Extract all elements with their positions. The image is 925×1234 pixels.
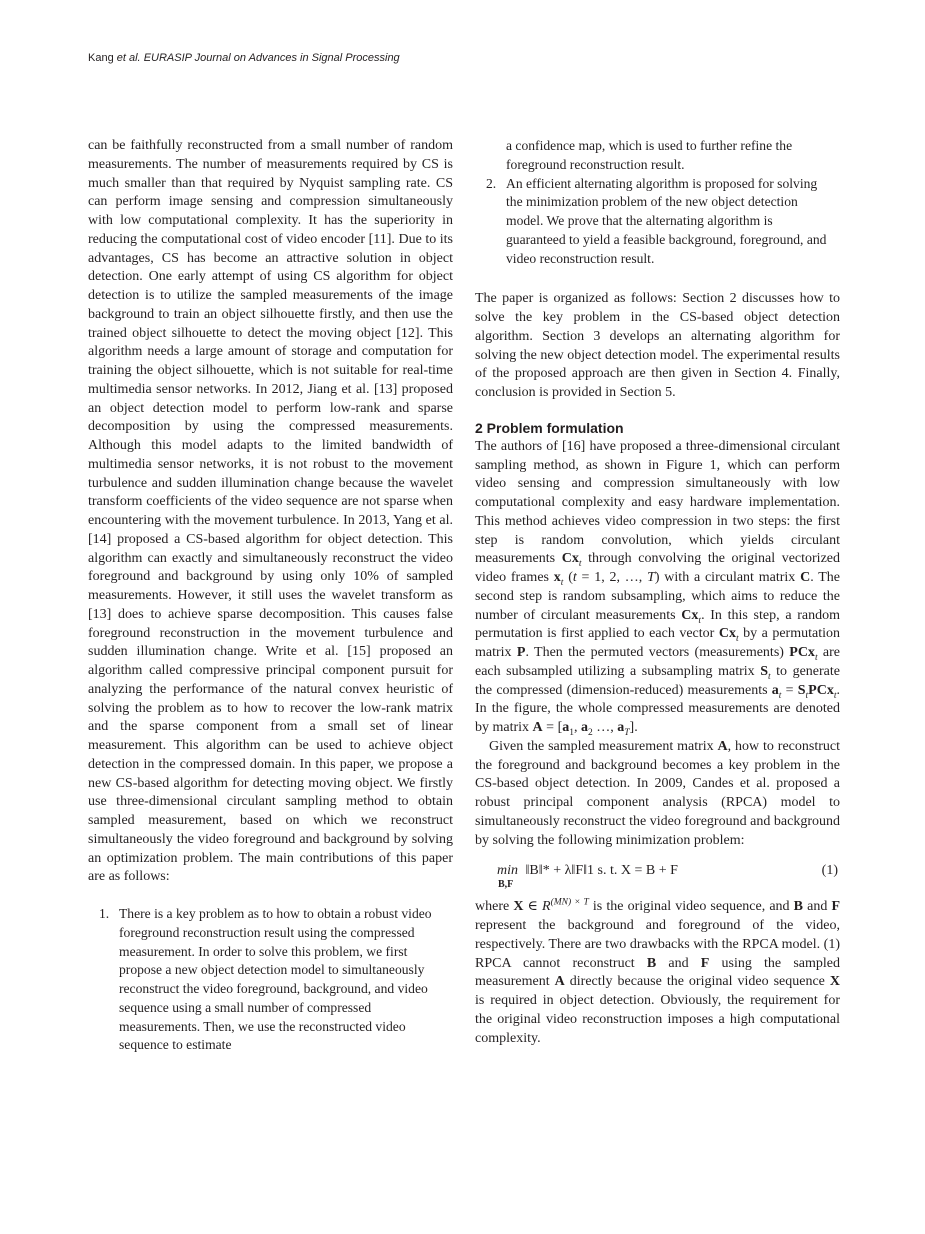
header-journal: EURASIP Journal on Advances in Signal Processing [143,52,400,64]
header-etal: et al. [116,52,141,64]
list-item-text: a confidence map, which is used to further refine the foreground reconstruction result. [506,138,793,172]
formulation-paragraph-1: The authors of [16] have proposed a three-dimensional circulant sampling method, as shown in Figure 1, which can perform video sensing and compression simultaneously with low computational complexity and easy hardware implementation. This method achieves video compression in two steps: the first step is random convolution, which yields circulant measurements $Cx_t$ through convolving the original vectorized video frames $x_t$ (t = 1, 2, …, T) with a circulant matrix C. The second step is random subsampling, which aims to reduce the number of circulant measurements $Cx_t$. In this step, a random permutation is first applied to each vector $Cx_t$ by a permutation matrix P. Then the permuted vectors (measurements) PCx$_t$ are each subsampled utilizing a subsampling matrix $S_t$ to generate the compressed (dimension-reduced) measurements $a_t = S_tPCx_t$. In the figure, the whole compressed measurements are denoted by matrix $A = [a_1$, $a_2$ …, $a_T$]. [475,438,840,738]
list-item [88,905,453,1055]
list-item [475,175,840,269]
formulation-paragraph-2: Given the sampled measurement matrix A, how to reconstruct the foreground and background becomes a key problem in the CS-based object detection. In 2009, Candes et al. proposed a robust principal component analysis (RPCA) model to simultaneously reconstruct the video foreground and background by solving the following minimization problem: [475,738,840,848]
left-column [88,137,453,1055]
list-item-text: There is a key problem as to how to obtain a robust video foreground reconstruction result using the compressed measurement. In order to solve this problem, we first propose a new object detection model to simultaneously reconstruct the video foreground, background, and video sequence using a small number of compressed measurements. Then, we use the reconstructed video sequence to estimate [119,906,432,1053]
intro-paragraph: can be faithfully reconstructed from a small number of random measurements. The number of measurements required by CS is much smaller than that required by Nyquist sampling rate. CS can perform image sensing and compression simultaneously with low computational complexity. It has the superiority in reducing the computational cost of video encoder [11]. Due to its advantages, CS has become an attractive solution in object detection. One early attempt of using CS algorithm for object detection is to utilize the sampled measurements of the image background to train an object silhouette firstly, and then use the trained object silhouette to detect the moving object [12]. This algorithm needs a large amount of storage and computation for training the object silhouette, which is not suitable for real-time multimedia sensor networks. In 2012, Jiang et al. [13] proposed an object detection model to perform low-rank and sparse decomposition by using the compressed measurements. Although this model adapts to the limited bandwidth of multimedia sensor networks, it is not robust to the movement turbulence and sudden illumination change because the wavelet transform coefficients of the video sequence are not sparse when encountering with the movement turbulence. In 2013, Yang et al. [14] proposed a CS-based algorithm for object detection. This algorithm can exactly and simultaneously reconstruct the video foreground and background by using only 10% of sampled measurements. However, it still uses the wavelet transform as [13] does to achieve sparse decomposition. This causes false foreground reconstruction in the movement turbulence and sudden illumination change. Write et al. [15] proposed an algorithm called compressive principal component pursuit for analyzing the performance of the natural convex heuristic of solving the problem as to how to recover the low-rank matrix and the sparse component from a small set of linear measurement. This algorithm can be used to achieve object detection in the compressed domain. In this paper, we propose a new CS-based algorithm for detecting moving object. We firstly use three-dimensional circulant sampling method to obtain sampled measurement, based on which we reconstruct simultaneously the video foreground and background by solving an optimization problem. The main contributions of this paper are as follows: [88,138,453,885]
organization-paragraph: The paper is organized as follows: Section 2 discusses how to solve the key problem in the CS-based object detection algorithm. Section 3 develops an alternating algorithm for solving the new object detection model. The experimental results of the proposed approach are then given in Section 4. Finally, conclusion is provided in Section 5. [475,291,840,400]
list-item-number: 2. [486,175,497,191]
list-item-text: An efficient alternating algorithm is proposed for solving the minimization problem of the new object detection model. We prove that the alternating algorithm is guaranteed to yield a feasible background, foreground, and video reconstruction result. [506,175,827,266]
running-header [88,52,400,64]
right-column [475,137,840,1048]
header-authors: Kang [88,52,114,64]
equation-1 [475,856,840,894]
equation-number: (1) [821,863,838,879]
list-item [475,137,840,175]
contributions-list [88,905,453,1055]
formulation-paragraph-3: where X ∈ $R^{(MN) \times T}$ is the original video sequence, and B and F represent the background and foreground of the video, respectively. There are two drawbacks with the RPCA model. (1) RPCA cannot reconstruct B and F using the sampled measurement A directly because the original video sequence X is required in object detection. Obviously, the requirement for the original video reconstruction imposes a high computational complexity. [475,897,840,1046]
equation-expression [497,862,678,891]
equation-body: ‖B‖* + λ‖F‖1 s. t. X = B + F [525,863,678,879]
section-heading: 2 Problem formulation [475,419,624,436]
list-item-number: 1. [99,906,110,921]
contributions-list-continued [475,137,840,268]
min-operator: min B,F [497,863,518,891]
